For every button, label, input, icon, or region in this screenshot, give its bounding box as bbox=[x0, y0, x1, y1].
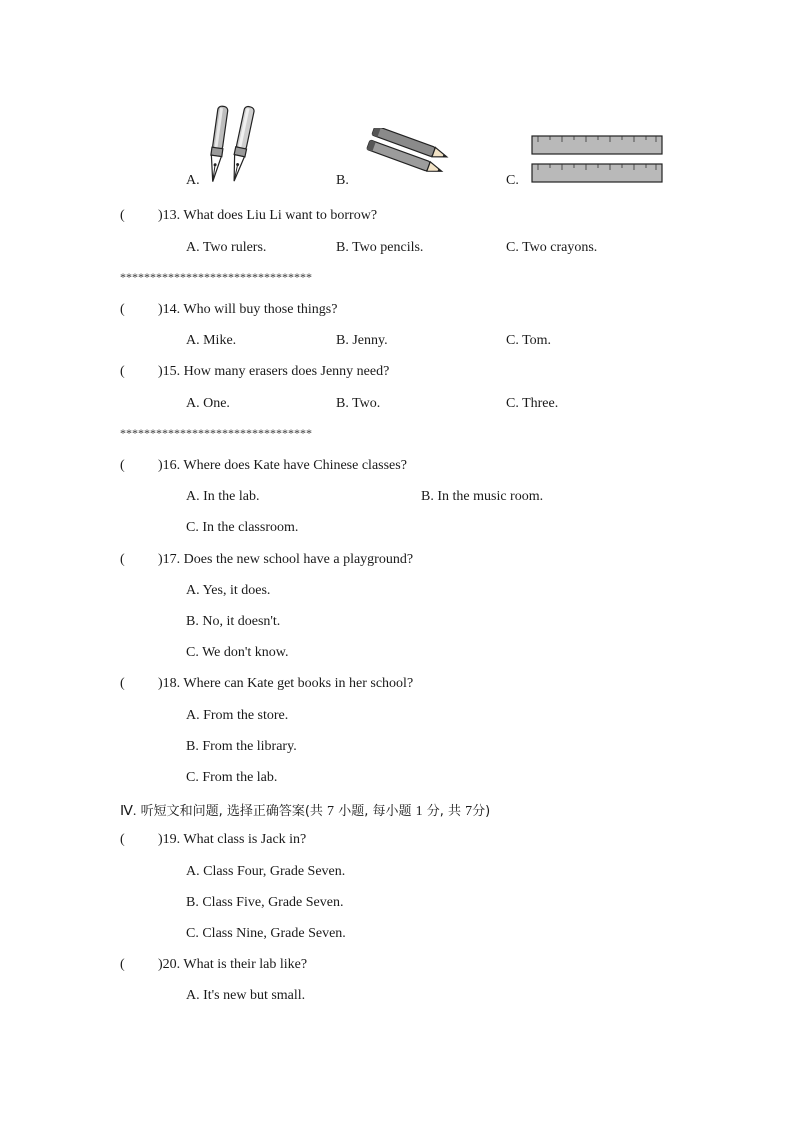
option-letter: B. bbox=[336, 173, 349, 188]
pencils-icon bbox=[336, 128, 456, 188]
question-text: )15. How many erasers does Jenny need? bbox=[158, 364, 390, 379]
separator-line: ******************************** bbox=[120, 270, 312, 284]
question-19 bbox=[120, 831, 720, 849]
question-15 bbox=[120, 363, 720, 381]
option-b: B. Two pencils. bbox=[336, 240, 424, 255]
option-c: C. Three. bbox=[506, 396, 559, 411]
option-a: A. One. bbox=[186, 396, 230, 411]
separator-line: ******************************** bbox=[120, 426, 312, 440]
option-a: A. Two rulers. bbox=[186, 240, 267, 255]
answer-paren-open[interactable]: ( bbox=[120, 364, 125, 379]
picture-option-b bbox=[336, 128, 456, 188]
question-18 bbox=[120, 675, 720, 693]
question-text: )19. What class is Jack in? bbox=[158, 832, 307, 847]
answer-paren-open[interactable]: ( bbox=[120, 302, 125, 317]
option-c: C. From the lab. bbox=[186, 770, 278, 785]
option-a: A. Mike. bbox=[186, 333, 237, 348]
answer-paren-open[interactable]: ( bbox=[120, 957, 125, 972]
answer-paren-open[interactable]: ( bbox=[120, 832, 125, 847]
option-a: A. Yes, it does. bbox=[186, 583, 271, 598]
question-16 bbox=[120, 457, 720, 475]
option-c: C. Tom. bbox=[506, 333, 552, 348]
option-b: B. In the music room. bbox=[421, 489, 544, 504]
option-b: B. Class Five, Grade Seven. bbox=[186, 895, 344, 910]
option-letter: C. bbox=[506, 173, 519, 188]
question-text: )13. What does Liu Li want to borrow? bbox=[158, 208, 378, 223]
question-20 bbox=[120, 956, 720, 974]
option-b: B. No, it doesn't. bbox=[186, 614, 281, 629]
question-13 bbox=[120, 207, 720, 225]
option-c: C. Two crayons. bbox=[506, 240, 598, 255]
question-text: )17. Does the new school have a playground? bbox=[158, 552, 414, 567]
option-a: A. Class Four, Grade Seven. bbox=[186, 864, 346, 879]
option-c: C. We don't know. bbox=[186, 645, 289, 660]
option-letter: A. bbox=[186, 173, 200, 188]
option-a: A. In the lab. bbox=[186, 489, 260, 504]
answer-paren-open[interactable]: ( bbox=[120, 458, 125, 473]
option-c: C. Class Nine, Grade Seven. bbox=[186, 926, 346, 941]
option-b: B. Jenny. bbox=[336, 333, 388, 348]
question-text: )20. What is their lab like? bbox=[158, 957, 308, 972]
answer-paren-open[interactable]: ( bbox=[120, 552, 125, 567]
option-a: A. It's new but small. bbox=[186, 988, 306, 1003]
question-14 bbox=[120, 301, 720, 319]
answer-paren-open[interactable]: ( bbox=[120, 676, 125, 691]
section-heading: Ⅳ. 听短文和问题, 选择正确答案(共 7 小题, 每小题 1 分, 共 7分) bbox=[120, 804, 491, 819]
picture-option-c bbox=[506, 132, 666, 188]
option-a: A. From the store. bbox=[186, 708, 289, 723]
rulers-icon bbox=[506, 132, 666, 188]
option-b: B. Two. bbox=[336, 396, 381, 411]
question-text: )18. Where can Kate get books in her school? bbox=[158, 676, 414, 691]
option-b: B. From the library. bbox=[186, 739, 297, 754]
question-text: )14. Who will buy those things? bbox=[158, 302, 338, 317]
question-text: )16. Where does Kate have Chinese classes? bbox=[158, 458, 407, 473]
answer-paren-open[interactable]: ( bbox=[120, 208, 125, 223]
option-c: C. In the classroom. bbox=[186, 520, 299, 535]
picture-option-a bbox=[186, 104, 266, 188]
question-17 bbox=[120, 551, 720, 569]
